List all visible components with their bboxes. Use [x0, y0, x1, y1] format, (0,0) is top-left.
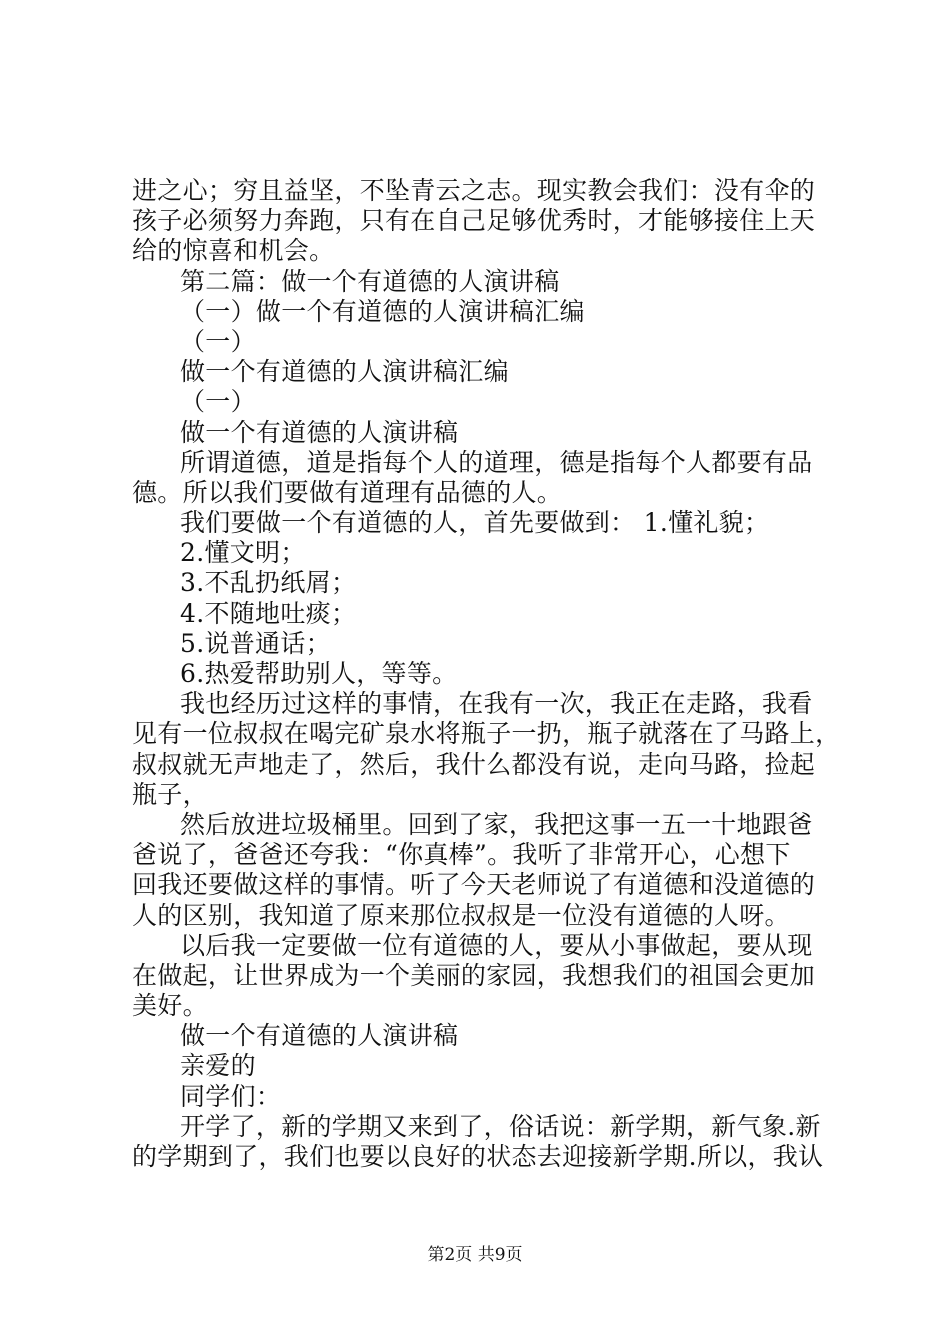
text-line: 德。所以我们要做有道理有品德的人。 — [132, 477, 563, 507]
text-line: 做一个有道德的人演讲稿汇编 — [180, 357, 509, 387]
text-line: 亲爱的 — [180, 1051, 256, 1081]
text-line: 给的惊喜和机会。 — [132, 236, 335, 266]
text-line: 爸说了，爸爸还夸我：“你真棒”。我听了非常开心，心想下 — [132, 840, 791, 870]
text-line: 5.说普通话； — [180, 628, 331, 658]
text-line: 的学期到了，我们也要以良好的状态去迎接新学期.所以，我认 — [132, 1142, 824, 1171]
text-line: （一） — [180, 326, 256, 356]
body-text — [132, 176, 841, 1172]
text-line: 回我还要做这样的事情。听了今天老师说了有道德和没道德的 — [132, 870, 816, 900]
text-line: 第二篇：做一个有道德的人演讲稿 — [180, 266, 560, 296]
text-line: 见有一位叔叔在喝完矿泉水将瓶子一扔，瓶子就落在了马路上， — [132, 719, 841, 749]
text-line: 叔叔就无声地走了，然后，我什么都没有说，走向马路，捡起 — [132, 749, 816, 779]
text-line: （一） — [180, 387, 256, 417]
text-line: 在做起，让世界成为一个美丽的家园，我想我们的祖国会更加 — [132, 960, 816, 990]
text-line: 孩子必须努力奔跑，只有在自己足够优秀时，才能够接住上天 — [132, 206, 816, 236]
text-line: 所谓道德，道是指每个人的道理，德是指每个人都要有品 — [180, 447, 813, 477]
page-footer: 第2页 共9页 — [427, 1245, 523, 1265]
text-line: 同学们： — [180, 1081, 282, 1111]
text-line: 4.不随地吐痰； — [180, 598, 357, 628]
text-line: 进之心；穷且益坚，不坠青云之志。现实教会我们：没有伞的 — [132, 176, 816, 205]
text-line: （一）做一个有道德的人演讲稿汇编 — [180, 296, 585, 326]
text-line: 我们要做一个有道德的人，首先要做到： 1.懂礼貌； — [180, 508, 770, 538]
text-line: 然后放进垃圾桶里。回到了家，我把这事一五一十地跟爸 — [180, 809, 813, 839]
text-line: 做一个有道德的人演讲稿 — [180, 1021, 459, 1051]
text-line: 3.不乱扔纸屑； — [180, 568, 357, 598]
text-line: 2.懂文明； — [180, 538, 306, 568]
text-line: 开学了，新的学期又来到了，俗话说：新学期，新气象.新 — [180, 1111, 821, 1141]
text-line: 做一个有道德的人演讲稿 — [180, 417, 459, 447]
text-line: 瓶子， — [132, 779, 208, 809]
text-line: 我也经历过这样的事情，在我有一次，我正在走路，我看 — [180, 689, 813, 719]
text-line: 人的区别，我知道了原来那位叔叔是一位没有道德的人呀。 — [132, 900, 790, 930]
text-line: 以后我一定要做一位有道德的人，要从小事做起，要从现 — [180, 930, 813, 960]
text-line: 美好。 — [132, 991, 208, 1021]
text-line: 6.热爱帮助别人，等等。 — [180, 659, 458, 688]
